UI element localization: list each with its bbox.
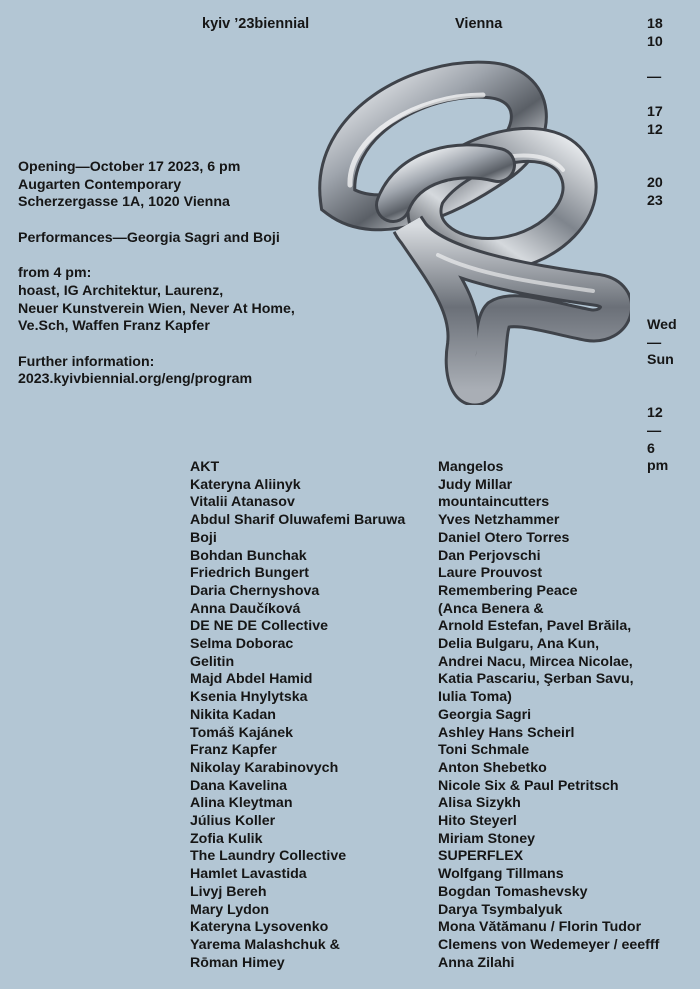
date-line: [647, 51, 697, 69]
dates-column: [647, 16, 697, 476]
info-line: from 4 pm:: [18, 265, 92, 282]
date-line: [647, 281, 697, 299]
artist-name: Daria Chernyshova: [190, 582, 320, 599]
artist-name: Iulia Toma): [438, 689, 512, 706]
opening-block: [18, 159, 318, 212]
date-line: [647, 228, 697, 246]
info-line: Performances—Georgia Sagri and Boji: [18, 229, 280, 246]
artists-column-2: [438, 459, 659, 972]
artist-name: Abdul Sharif Oluwafemi Baruwa: [190, 512, 406, 529]
artist-name: DE NE DE Collective: [190, 618, 328, 635]
artist-name: Mary Lydon: [190, 901, 270, 918]
date-line: [647, 158, 697, 176]
artist-name: Vitalii Atanasov: [190, 494, 295, 511]
artist-name: Mangelos: [438, 459, 504, 475]
artist-name: Nikolay Karabinovych: [190, 759, 339, 776]
artist-name: Rōman Himey: [190, 954, 285, 971]
date-line: [647, 140, 697, 158]
artist-name: Andrei Nacu, Mircea Nicolae,: [438, 653, 633, 670]
artist-name: Ashley Hans Scheirl: [438, 724, 575, 741]
date-line: [647, 264, 697, 282]
event-info: [18, 159, 318, 407]
artist-name: Nicole Six & Paul Petritsch: [438, 777, 619, 794]
date-line: 6: [647, 440, 655, 457]
artist-name: Toni Schmale: [438, 742, 530, 759]
city-name: Vienna: [455, 16, 503, 32]
artist-name: Majd Abdel Hamid: [190, 671, 313, 688]
artist-name: Bohdan Bunchak: [190, 547, 307, 564]
date-line: 10: [647, 33, 663, 50]
date-line: —: [647, 422, 662, 439]
artist-name: Katia Pascariu, Şerban Savu,: [438, 671, 634, 688]
artist-name: Friedrich Bungert: [190, 565, 310, 582]
artist-name: Yarema Malashchuk &: [190, 936, 340, 953]
from-4pm-block: [18, 265, 318, 336]
artist-name: Hamlet Lavastida: [190, 866, 307, 883]
date-line: —: [647, 69, 662, 86]
date-line: 20: [647, 175, 663, 192]
artist-name: Remembering Peace: [438, 582, 578, 599]
date-line: [647, 299, 697, 317]
info-line: Ve.Sch, Waffen Franz Kapfer: [18, 318, 210, 335]
artist-name: Wolfgang Tillmans: [438, 866, 564, 883]
info-line: Augarten Contemporary: [18, 176, 182, 193]
further-info-block: [18, 354, 318, 389]
date-line: 18: [647, 16, 663, 32]
date-line: [647, 211, 697, 229]
artist-name: Alina Kleytman: [190, 795, 293, 812]
artist-name: SUPERFLEX: [438, 848, 524, 865]
artist-name: Franz Kapfer: [190, 742, 277, 759]
date-line: pm: [647, 458, 669, 475]
artist-name: Boji: [190, 529, 217, 546]
artist-name: Judy Millar: [438, 476, 513, 493]
info-line: hoast, IG Architektur, Laurenz,: [18, 282, 224, 299]
date-line: [647, 246, 697, 264]
date-line: [647, 370, 697, 388]
date-line: [647, 388, 697, 406]
artists-column-1: [190, 459, 405, 972]
chrome-knot-sculpture: [298, 55, 630, 405]
artist-name: The Laundry Collective: [190, 848, 347, 865]
artist-name: Július Koller: [190, 813, 276, 830]
artist-name: Livyj Bereh: [190, 883, 267, 900]
info-line: Further information:: [18, 353, 155, 370]
date-line: 23: [647, 192, 663, 209]
artist-name: (Anca Benera &: [438, 600, 544, 617]
artist-name: Zofia Kulik: [190, 830, 263, 847]
artist-name: Anna Zilahi: [438, 954, 515, 971]
artist-name: Georgia Sagri: [438, 706, 532, 723]
artist-name: Dana Kavelina: [190, 777, 287, 794]
performances-block: [18, 230, 318, 248]
artist-name: Alisa Sizykh: [438, 795, 521, 812]
info-line: Opening—October 17 2023, 6 pm: [18, 159, 241, 175]
artist-name: Bogdan Tomashevsky: [438, 883, 588, 900]
date-line: Sun: [647, 352, 674, 369]
artist-name: Arnold Estefan, Pavel Brăila,: [438, 618, 632, 635]
artist-name: Yves Netzhammer: [438, 512, 560, 529]
artist-name: mountaincutters: [438, 494, 550, 511]
artist-name: Mona Vătămanu / Florin Tudor: [438, 919, 642, 936]
artist-name: Anna Daučíková: [190, 600, 301, 617]
artist-name: Miriam Stoney: [438, 830, 535, 847]
artist-name: Laure Prouvost: [438, 565, 543, 582]
artist-name: Selma Doborac: [190, 636, 294, 653]
artist-name: Kateryna Lysovenko: [190, 919, 329, 936]
biennial-title: kyiv ’23biennial: [202, 16, 310, 32]
artist-name: Daniel Otero Torres: [438, 529, 570, 546]
artist-name: Delia Bulgaru, Ana Kun,: [438, 636, 600, 653]
date-line: [647, 87, 697, 105]
date-line: —: [647, 334, 662, 351]
date-line: 17: [647, 104, 663, 121]
artist-name: Dan Perjovschi: [438, 547, 541, 564]
date-line: 12: [647, 122, 663, 139]
artist-name: Clemens von Wedemeyer / eeefff: [438, 936, 660, 953]
artist-name: Kateryna Aliinyk: [190, 476, 301, 493]
info-line: Scherzergasse 1A, 1020 Vienna: [18, 194, 230, 211]
artist-name: Gelitin: [190, 653, 235, 670]
date-line: 12: [647, 405, 663, 422]
artist-name: Anton Shebetko: [438, 759, 547, 776]
artist-name: Tomáš Kajánek: [190, 724, 294, 741]
info-line: Neuer Kunstverein Wien, Never At Home,: [18, 300, 295, 317]
artist-name: Nikita Kadan: [190, 706, 276, 723]
date-line: Wed: [647, 316, 677, 333]
artist-name: AKT: [190, 459, 220, 475]
artist-name: Darya Tsymbalyuk: [438, 901, 563, 918]
artist-name: Hito Steyerl: [438, 813, 517, 830]
info-line: 2023.kyivbiennial.org/eng/program: [18, 371, 253, 388]
artist-name: Ksenia Hnylytska: [190, 689, 308, 706]
